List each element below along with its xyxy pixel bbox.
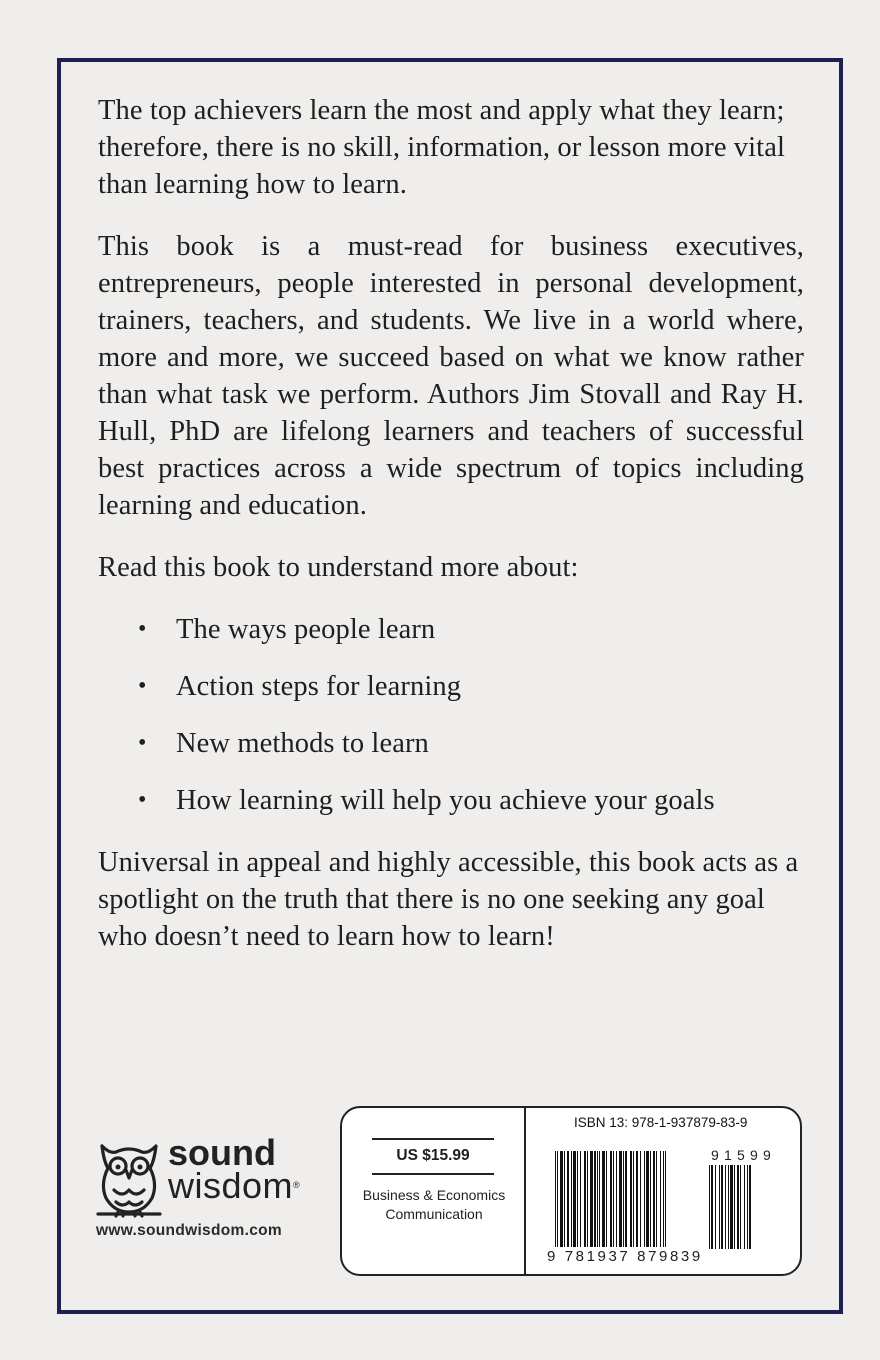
list-item (98, 782, 804, 819)
publisher-name-line2 (168, 1165, 301, 1206)
barcode-bar (650, 1151, 651, 1247)
audience-paragraph: This book is a must-read for business executives, entrepreneurs, people interested in personal development, trainers, teachers, and students. We live in a world where, more and more, we succeed based on what we know rather than what task we perform. Authors Jim Stovall and Ray H. Hull, PhD are lifelong learners and teachers of successful best practices across a wide spectrum of topics including learning and education. (98, 231, 804, 521)
list-item-text: New methods to learn (176, 728, 429, 759)
barcode-bar (560, 1151, 563, 1247)
closing-paragraph: Universal in appeal and highly accessible, this book acts as a spotlight on the truth that there is no one seeking any goal who doesn’t need to learn how to learn! (98, 847, 799, 952)
barcode-bar (577, 1151, 578, 1247)
isbn-label: ISBN 13: 978-1-937879-83-9 (574, 1115, 748, 1130)
publisher-name-line1: sound (168, 1132, 276, 1173)
barcode-bar (737, 1165, 739, 1249)
bullet-icon: • (138, 787, 147, 813)
owl-icon (96, 1140, 162, 1218)
addon-barcode (708, 1165, 772, 1251)
barcode-bar (644, 1151, 645, 1247)
barcode-bar (749, 1165, 751, 1249)
addon-digits: 91599 (711, 1147, 776, 1163)
bullet-icon: • (138, 616, 147, 642)
barcode-bar (630, 1151, 632, 1247)
barcode-bar (734, 1165, 735, 1249)
topic-list (98, 611, 804, 819)
price-isbn-box (340, 1106, 802, 1276)
category-line1: Business & Economics (362, 1187, 506, 1203)
barcode-bar (633, 1151, 634, 1247)
barcode-bar (665, 1151, 666, 1247)
publisher-url: www.soundwisdom.com (96, 1222, 282, 1239)
barcode-bar (597, 1151, 598, 1247)
barcode-bar (616, 1151, 617, 1247)
price-label: US $15.99 (372, 1138, 494, 1175)
publisher-wordmark (168, 1132, 301, 1206)
barcode-bar (571, 1151, 572, 1247)
barcode-bar (594, 1151, 596, 1247)
barcode-bar (555, 1151, 556, 1247)
barcode-bar (580, 1151, 581, 1247)
barcode-bar (728, 1165, 729, 1249)
category-block (348, 1186, 520, 1224)
category-line2: Communication (385, 1206, 483, 1222)
publisher-name-line2-text: wisdom (168, 1165, 294, 1206)
barcode-bar (587, 1151, 588, 1247)
back-cover-blurb (98, 92, 804, 980)
barcode-bar (640, 1151, 641, 1247)
barcode-bar (573, 1151, 576, 1247)
list-item-text: The ways people learn (176, 614, 436, 645)
barcode-bar (711, 1165, 713, 1249)
barcode-bar (663, 1151, 664, 1247)
barcode-bar (567, 1151, 569, 1247)
bullet-icon: • (138, 673, 147, 699)
barcode-bar (590, 1151, 593, 1247)
barcode-bar (610, 1151, 612, 1247)
barcode-bar (636, 1151, 638, 1247)
intro-paragraph: The top achievers learn the most and apply what they learn; therefore, there is no skill, information, or lesson more vital than learning how to learn. (98, 95, 785, 200)
list-item (98, 725, 804, 762)
barcode-bar (656, 1151, 657, 1247)
isbn-barcode (554, 1151, 704, 1251)
barcode-bar (730, 1165, 733, 1249)
list-item (98, 668, 804, 705)
barcode-bar (584, 1151, 586, 1247)
barcode-bar (715, 1165, 716, 1249)
barcode-bar (719, 1165, 720, 1249)
barcode-bar (709, 1165, 710, 1249)
list-item-text: Action steps for learning (176, 671, 462, 702)
barcode-bar (721, 1165, 723, 1249)
barcode-bar (625, 1151, 627, 1247)
barcode-bar (602, 1151, 605, 1247)
publisher-logo (96, 1132, 326, 1246)
barcode-bar (564, 1151, 565, 1247)
barcode-bar (744, 1165, 745, 1249)
barcode-bar (646, 1151, 649, 1247)
barcode-bar (653, 1151, 655, 1247)
barcode-bar (740, 1165, 741, 1249)
barcode-bar (606, 1151, 607, 1247)
barcode-bar (599, 1151, 600, 1247)
barcode-bar (613, 1151, 614, 1247)
barcode-bar (623, 1151, 624, 1247)
barcode-bar (747, 1165, 748, 1249)
box-divider (524, 1108, 526, 1274)
registered-mark: ® (293, 1180, 301, 1190)
bullet-icon: • (138, 730, 147, 756)
barcode-bar (619, 1151, 622, 1247)
barcode-bar (725, 1165, 726, 1249)
read-lead-in: Read this book to understand more about: (98, 552, 579, 583)
barcode-bar (557, 1151, 558, 1247)
list-item (98, 611, 804, 648)
barcode-bar (660, 1151, 661, 1247)
barcode-digits: 9 781937 879839 (547, 1248, 703, 1265)
list-item-text: How learning will help you achieve your goals (176, 785, 715, 816)
